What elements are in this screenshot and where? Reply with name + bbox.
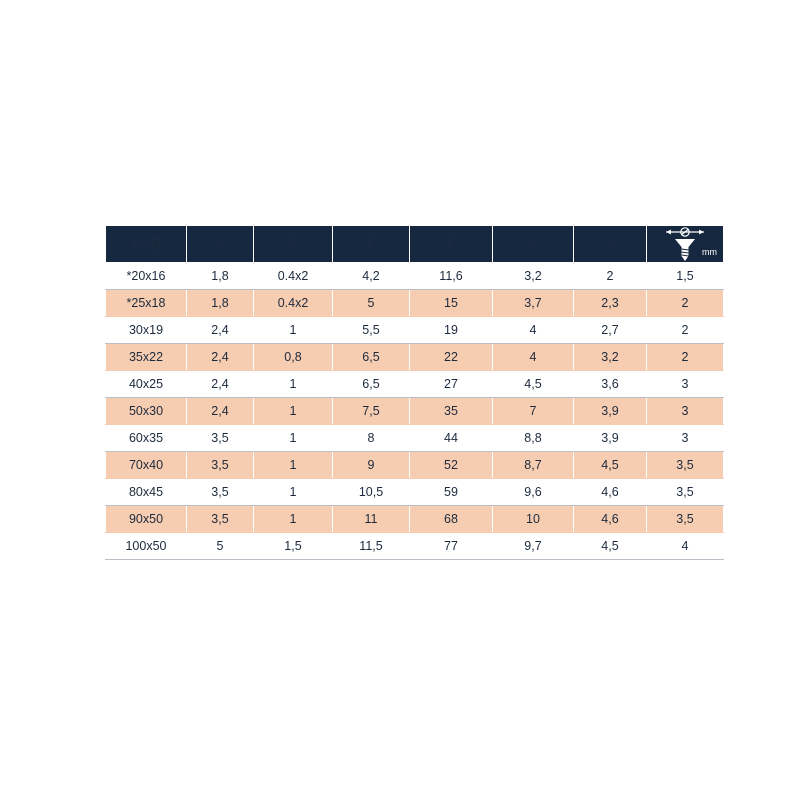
cell-size: 90x50 bbox=[106, 506, 187, 533]
cell-value: 7,5 bbox=[333, 398, 410, 425]
cell-value: 0,8 bbox=[254, 344, 333, 371]
cell-value: 59 bbox=[410, 479, 493, 506]
header-g: G bbox=[493, 226, 574, 263]
table-row bbox=[106, 479, 724, 506]
cell-value: 10 bbox=[493, 506, 574, 533]
cell-value: 1,5 bbox=[254, 533, 333, 560]
cell-value: 4,2 bbox=[333, 263, 410, 290]
cell-value: 6,5 bbox=[333, 371, 410, 398]
cell-value: 3,5 bbox=[647, 452, 724, 479]
cell-value: 11,6 bbox=[410, 263, 493, 290]
cell-size: 40x25 bbox=[106, 371, 187, 398]
cell-value: 2,4 bbox=[187, 344, 254, 371]
cell-value: 4,6 bbox=[574, 479, 647, 506]
cell-size: 100x50 bbox=[106, 533, 187, 560]
screw-icon-wrapper bbox=[647, 226, 723, 262]
cell-size: 80x45 bbox=[106, 479, 187, 506]
cell-value: 8,7 bbox=[493, 452, 574, 479]
cell-value: 3,2 bbox=[493, 263, 574, 290]
table-row bbox=[106, 425, 724, 452]
header-f: F bbox=[410, 226, 493, 263]
cell-value: 4,6 bbox=[574, 506, 647, 533]
cell-value: 2 bbox=[647, 317, 724, 344]
cell-value: 3,7 bbox=[493, 290, 574, 317]
table-row bbox=[106, 452, 724, 479]
cell-value: 4,5 bbox=[574, 533, 647, 560]
cell-value: 3,5 bbox=[187, 506, 254, 533]
cell-value: 1 bbox=[254, 317, 333, 344]
cell-value: 3,5 bbox=[187, 479, 254, 506]
header-axb: AxB bbox=[106, 226, 187, 263]
cell-value: 3,5 bbox=[187, 425, 254, 452]
cell-size: 70x40 bbox=[106, 452, 187, 479]
cell-size: 50x30 bbox=[106, 398, 187, 425]
cell-value: 1,5 bbox=[647, 263, 724, 290]
cell-value: 44 bbox=[410, 425, 493, 452]
cell-value: 4 bbox=[493, 344, 574, 371]
cell-value: 2 bbox=[647, 344, 724, 371]
cell-value: 77 bbox=[410, 533, 493, 560]
header-screw-diameter bbox=[647, 226, 724, 263]
cell-value: 3,9 bbox=[574, 425, 647, 452]
cell-value: 7 bbox=[493, 398, 574, 425]
cell-value: 8,8 bbox=[493, 425, 574, 452]
cell-value: 2,7 bbox=[574, 317, 647, 344]
cell-value: 4 bbox=[493, 317, 574, 344]
cell-value: 3,9 bbox=[574, 398, 647, 425]
cell-value: 3 bbox=[647, 425, 724, 452]
cell-value: 9,6 bbox=[493, 479, 574, 506]
cell-value: 3,5 bbox=[647, 479, 724, 506]
cell-value: 5 bbox=[187, 533, 254, 560]
table-row bbox=[106, 344, 724, 371]
cell-value: 1,8 bbox=[187, 263, 254, 290]
header-c: C bbox=[187, 226, 254, 263]
header-i: I bbox=[574, 226, 647, 263]
cell-size: 35x22 bbox=[106, 344, 187, 371]
table-row bbox=[106, 290, 724, 317]
cell-value: 1 bbox=[254, 398, 333, 425]
cell-value: 2,3 bbox=[574, 290, 647, 317]
unit-label-mm: mm bbox=[702, 247, 717, 257]
cell-value: 35 bbox=[410, 398, 493, 425]
table-body bbox=[106, 263, 724, 560]
cell-value: 3,6 bbox=[574, 371, 647, 398]
cell-value: 22 bbox=[410, 344, 493, 371]
cell-value: 4 bbox=[647, 533, 724, 560]
table-header-row bbox=[106, 226, 724, 263]
cell-value: 9 bbox=[333, 452, 410, 479]
cell-value: 3 bbox=[647, 398, 724, 425]
table-row bbox=[106, 263, 724, 290]
cell-value: 1,8 bbox=[187, 290, 254, 317]
cell-value: 68 bbox=[410, 506, 493, 533]
cell-value: 10,5 bbox=[333, 479, 410, 506]
cell-value: 1 bbox=[254, 371, 333, 398]
cell-value: 0.4x2 bbox=[254, 290, 333, 317]
cell-value: 0.4x2 bbox=[254, 263, 333, 290]
cell-size: *20x16 bbox=[106, 263, 187, 290]
cell-value: 27 bbox=[410, 371, 493, 398]
table-header bbox=[106, 226, 724, 263]
specification-table bbox=[105, 225, 724, 560]
header-d: D bbox=[254, 226, 333, 263]
cell-value: 4,5 bbox=[493, 371, 574, 398]
cell-value: 2 bbox=[647, 290, 724, 317]
cell-value: 3,5 bbox=[187, 452, 254, 479]
table-row bbox=[106, 371, 724, 398]
cell-value: 2,4 bbox=[187, 371, 254, 398]
cell-value: 1 bbox=[254, 479, 333, 506]
cell-value: 6,5 bbox=[333, 344, 410, 371]
cell-value: 19 bbox=[410, 317, 493, 344]
table-row bbox=[106, 533, 724, 560]
table-row bbox=[106, 506, 724, 533]
cell-size: 60x35 bbox=[106, 425, 187, 452]
cell-value: 1 bbox=[254, 425, 333, 452]
cell-value: 1 bbox=[254, 506, 333, 533]
cell-value: 3,2 bbox=[574, 344, 647, 371]
cell-value: 2,4 bbox=[187, 317, 254, 344]
cell-value: 2,4 bbox=[187, 398, 254, 425]
header-e: E bbox=[333, 226, 410, 263]
cell-value: 11,5 bbox=[333, 533, 410, 560]
cell-value: 52 bbox=[410, 452, 493, 479]
cell-value: 2 bbox=[574, 263, 647, 290]
cell-size: *25x18 bbox=[106, 290, 187, 317]
cell-value: 15 bbox=[410, 290, 493, 317]
cell-value: 3 bbox=[647, 371, 724, 398]
cell-value: 9,7 bbox=[493, 533, 574, 560]
cell-value: 3,5 bbox=[647, 506, 724, 533]
cell-value: 5 bbox=[333, 290, 410, 317]
cell-value: 5,5 bbox=[333, 317, 410, 344]
cell-value: 11 bbox=[333, 506, 410, 533]
specification-table-container bbox=[105, 225, 717, 560]
table-row bbox=[106, 317, 724, 344]
cell-value: 1 bbox=[254, 452, 333, 479]
cell-value: 4,5 bbox=[574, 452, 647, 479]
cell-size: 30x19 bbox=[106, 317, 187, 344]
cell-value: 8 bbox=[333, 425, 410, 452]
table-row bbox=[106, 398, 724, 425]
